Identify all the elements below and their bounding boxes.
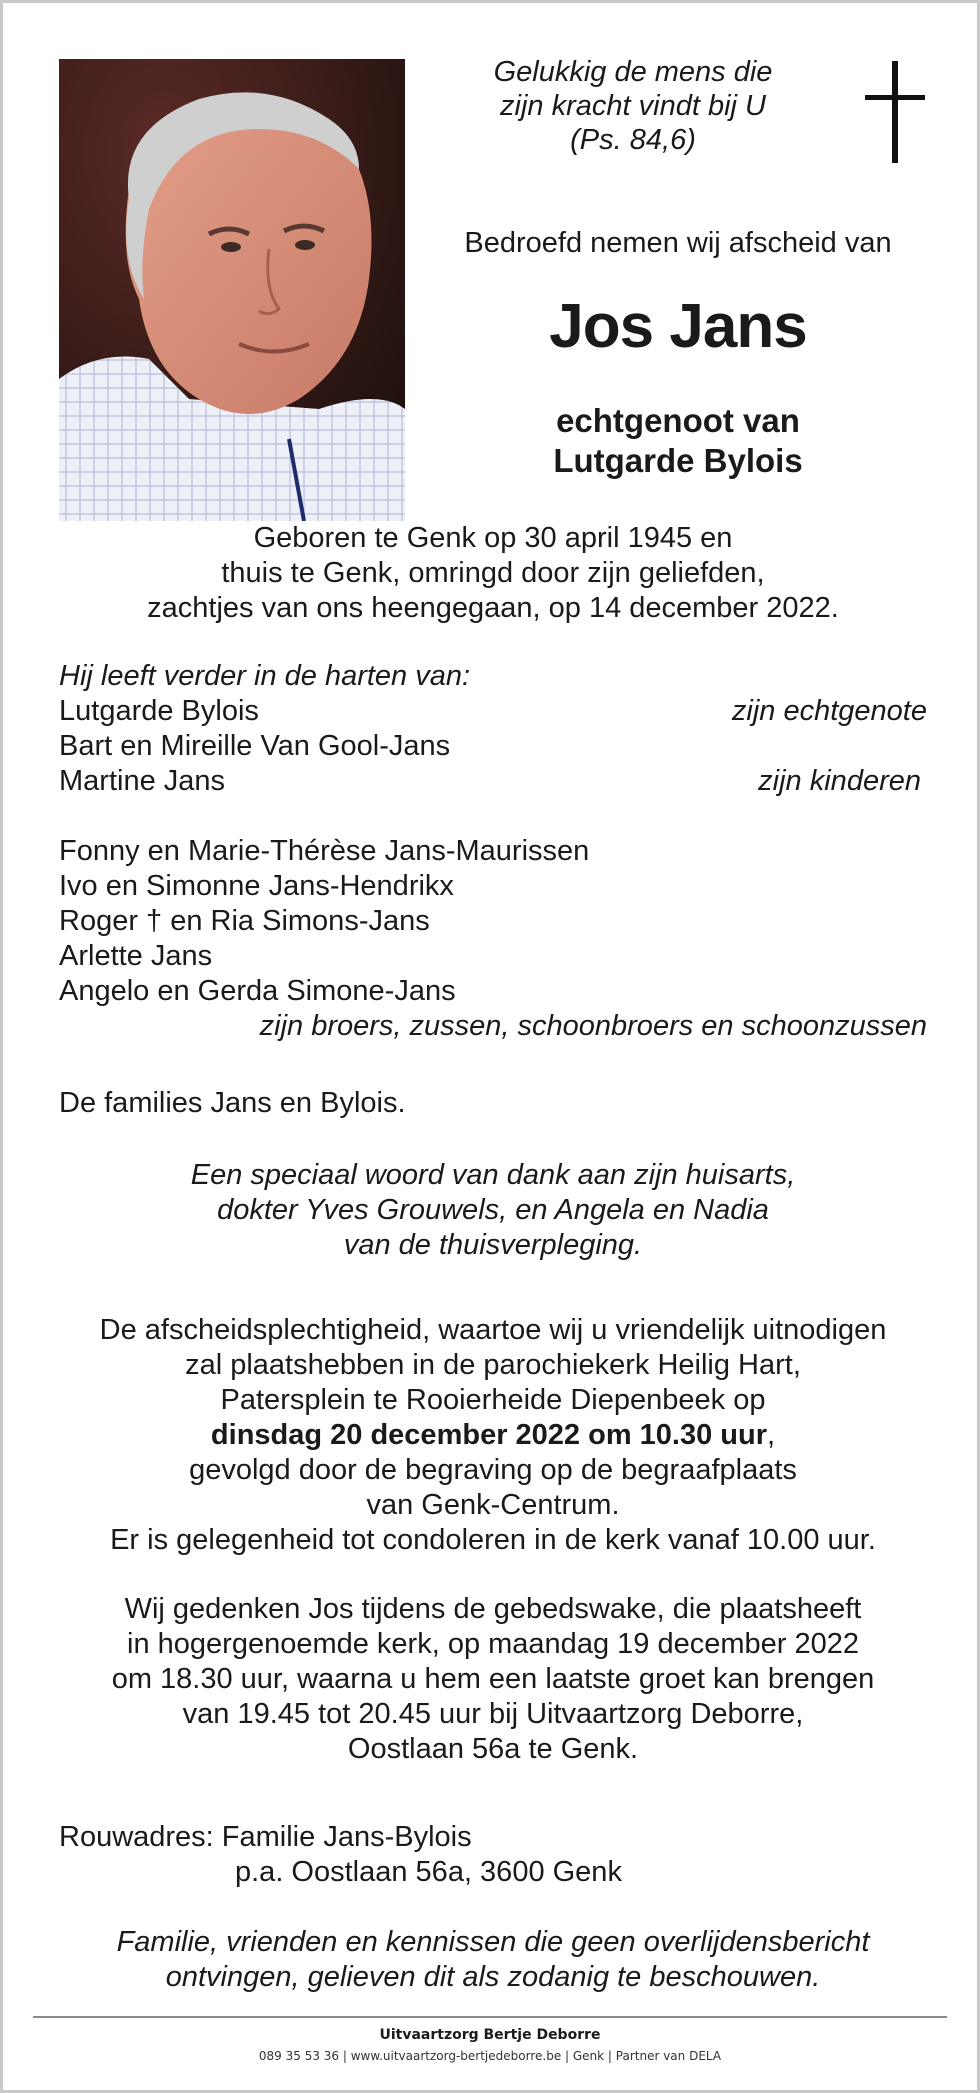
- list-item: [59, 764, 927, 799]
- siblings-relation: zijn broers, zussen, schoonbroers en schoonzussen: [259, 1010, 927, 1042]
- relative-name: Lutgarde Bylois: [59, 695, 259, 727]
- service-date-line: [59, 1418, 927, 1453]
- service-line: De afscheidsplechtigheid, waartoe wij u vriendelijk uitnodigen: [99, 1314, 887, 1346]
- relative-name: Bart en Mireille Van Gool-Jans: [59, 730, 451, 762]
- footer-divider: [33, 2016, 947, 2018]
- intro-text: Bedroefd nemen wij afscheid van: [464, 227, 892, 259]
- notice-text: [59, 1925, 927, 1995]
- service-line: gevolgd door de begraving op de begraafplaats: [189, 1454, 797, 1486]
- verse-line: zijn kracht vindt bij U: [500, 90, 766, 122]
- service-date: dinsdag 20 december 2022 om 10.30 uur: [210, 1419, 768, 1451]
- verse-reference: (Ps. 84,6): [570, 124, 696, 156]
- portrait-image: [59, 59, 405, 521]
- wake-line: Oostlaan 56a te Genk.: [347, 1733, 639, 1765]
- notice-line: ontvingen, gelieven dit als zodanig te beschouwen.: [165, 1961, 821, 1993]
- service-line: Patersplein te Rooierheide Diepenbeek op: [220, 1384, 766, 1416]
- wake-line: in hogergenoemde kerk, op maandag 19 december 2022: [127, 1628, 859, 1660]
- list-item: Arlette Jans: [59, 940, 213, 972]
- list-item: Angelo en Gerda Simone-Jans: [59, 975, 456, 1007]
- thanks-line: van de thuisverpleging.: [343, 1229, 643, 1261]
- address-line: Rouwadres: Familie Jans-Bylois: [59, 1821, 472, 1853]
- address-line: p.a. Oostlaan 56a, 3600 Genk: [235, 1856, 622, 1888]
- wake-details: [59, 1592, 927, 1767]
- service-line: van Genk-Centrum.: [366, 1489, 620, 1521]
- relation-label: zijn echtgenote: [731, 695, 927, 727]
- wake-line: om 18.30 uur, waarna u hem een laatste groet kan brengen: [111, 1663, 875, 1695]
- latin-cross-icon: [865, 61, 925, 163]
- service-line: zal plaatshebben in de parochiekerk Heilig Hart,: [185, 1349, 801, 1381]
- funeral-home-contact: 089 35 53 36 | www.uitvaartzorg-bertjedeborre.be | Genk | Partner van DELA: [258, 2049, 722, 2063]
- portrait-photo: [59, 59, 405, 521]
- service-line: Er is gelegenheid tot condoleren in de kerk vanaf 10.00 uur.: [110, 1524, 876, 1556]
- survived-by-list: [59, 659, 927, 799]
- list-item: Fonny en Marie-Thérèse Jans-Maurissen: [59, 835, 590, 867]
- verse-line: Gelukkig de mens die: [493, 56, 773, 88]
- bible-verse: [433, 55, 833, 157]
- spouse-block: [433, 401, 923, 481]
- families-line: De families Jans en Bylois.: [59, 1087, 406, 1119]
- thanks-text: [59, 1158, 927, 1263]
- service-details: [59, 1313, 927, 1558]
- siblings-list: [59, 834, 927, 1044]
- funeral-home-name: Uitvaartzorg Bertje Deborre: [379, 2027, 601, 2043]
- wake-line: Wij gedenken Jos tijdens de gebedswake, die plaatsheeft: [124, 1593, 862, 1625]
- list-item: Ivo en Simonne Jans-Hendrikx: [59, 870, 454, 902]
- birth-death-text: [59, 521, 927, 626]
- mourning-address: [59, 1820, 927, 1890]
- birth-line: zachtjes van ons heengegaan, op 14 december 2022.: [147, 592, 839, 624]
- survived-heading: Hij leeft verder in de harten van:: [59, 660, 471, 692]
- relation-label: zijn kinderen: [758, 765, 921, 797]
- relative-name: Martine Jans: [59, 765, 226, 797]
- notice-line: Familie, vrienden en kennissen die geen overlijdensbericht: [116, 1926, 870, 1958]
- list-item: [59, 694, 927, 729]
- spouse-name: Lutgarde Bylois: [553, 442, 803, 479]
- service-date-suffix: ,: [767, 1419, 776, 1451]
- thanks-line: Een speciaal woord van dank aan zijn huisarts,: [190, 1159, 796, 1191]
- spouse-label: echtgenoot van: [556, 402, 800, 439]
- thanks-line: dokter Yves Grouwels, en Angela en Nadia: [217, 1194, 769, 1226]
- birth-line: thuis te Genk, omringd door zijn geliefden,: [221, 557, 765, 589]
- birth-line: Geboren te Genk op 30 april 1945 en: [253, 522, 733, 554]
- wake-line: van 19.45 tot 20.45 uur bij Uitvaartzorg Deborre,: [182, 1698, 804, 1730]
- list-item: Roger † en Ria Simons-Jans: [59, 905, 430, 937]
- deceased-name: Jos Jans: [549, 292, 807, 361]
- list-item: [59, 729, 927, 764]
